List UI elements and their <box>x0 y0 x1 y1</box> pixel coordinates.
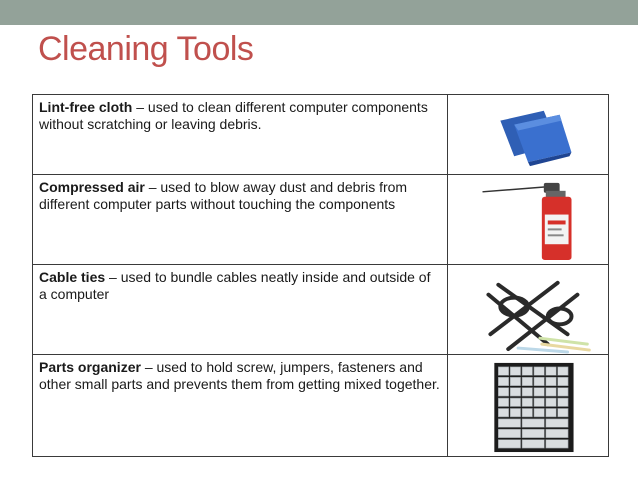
table-row <box>33 95 609 175</box>
tools-table <box>32 94 609 457</box>
tool-text: – used to clean different computer components without scratching or leaving debris. <box>39 99 428 132</box>
table-row <box>33 265 609 355</box>
tool-text: – used to bundle cables neatly inside and outside of a computer <box>39 269 431 302</box>
cable-ties-icon <box>448 265 608 354</box>
table-row <box>33 175 609 265</box>
tool-description <box>33 265 448 355</box>
slide-title: Cleaning Tools <box>38 30 254 68</box>
tool-text: – used to hold screw, jumpers, fasteners and other small parts and prevents them from getting mixed together. <box>39 359 440 392</box>
tool-term: Compressed air <box>39 179 145 195</box>
tool-text: – used to blow away dust and debris from different computer parts without touching the components <box>39 179 408 212</box>
tool-image-cell <box>448 265 609 355</box>
tool-description <box>33 95 448 175</box>
top-bar <box>0 0 638 25</box>
tool-image-cell <box>448 355 609 457</box>
parts-organizer-icon <box>448 355 608 456</box>
table-row <box>33 355 609 457</box>
tool-term: Cable ties <box>39 269 106 285</box>
tool-term: Lint-free cloth <box>39 99 133 115</box>
tool-description <box>33 175 448 265</box>
tool-description <box>33 355 448 457</box>
tool-image-cell <box>448 95 609 175</box>
blue-cloth-icon <box>448 95 608 174</box>
compressed-air-can-icon <box>448 175 608 264</box>
tool-term: Parts organizer <box>39 359 141 375</box>
tool-image-cell <box>448 175 609 265</box>
